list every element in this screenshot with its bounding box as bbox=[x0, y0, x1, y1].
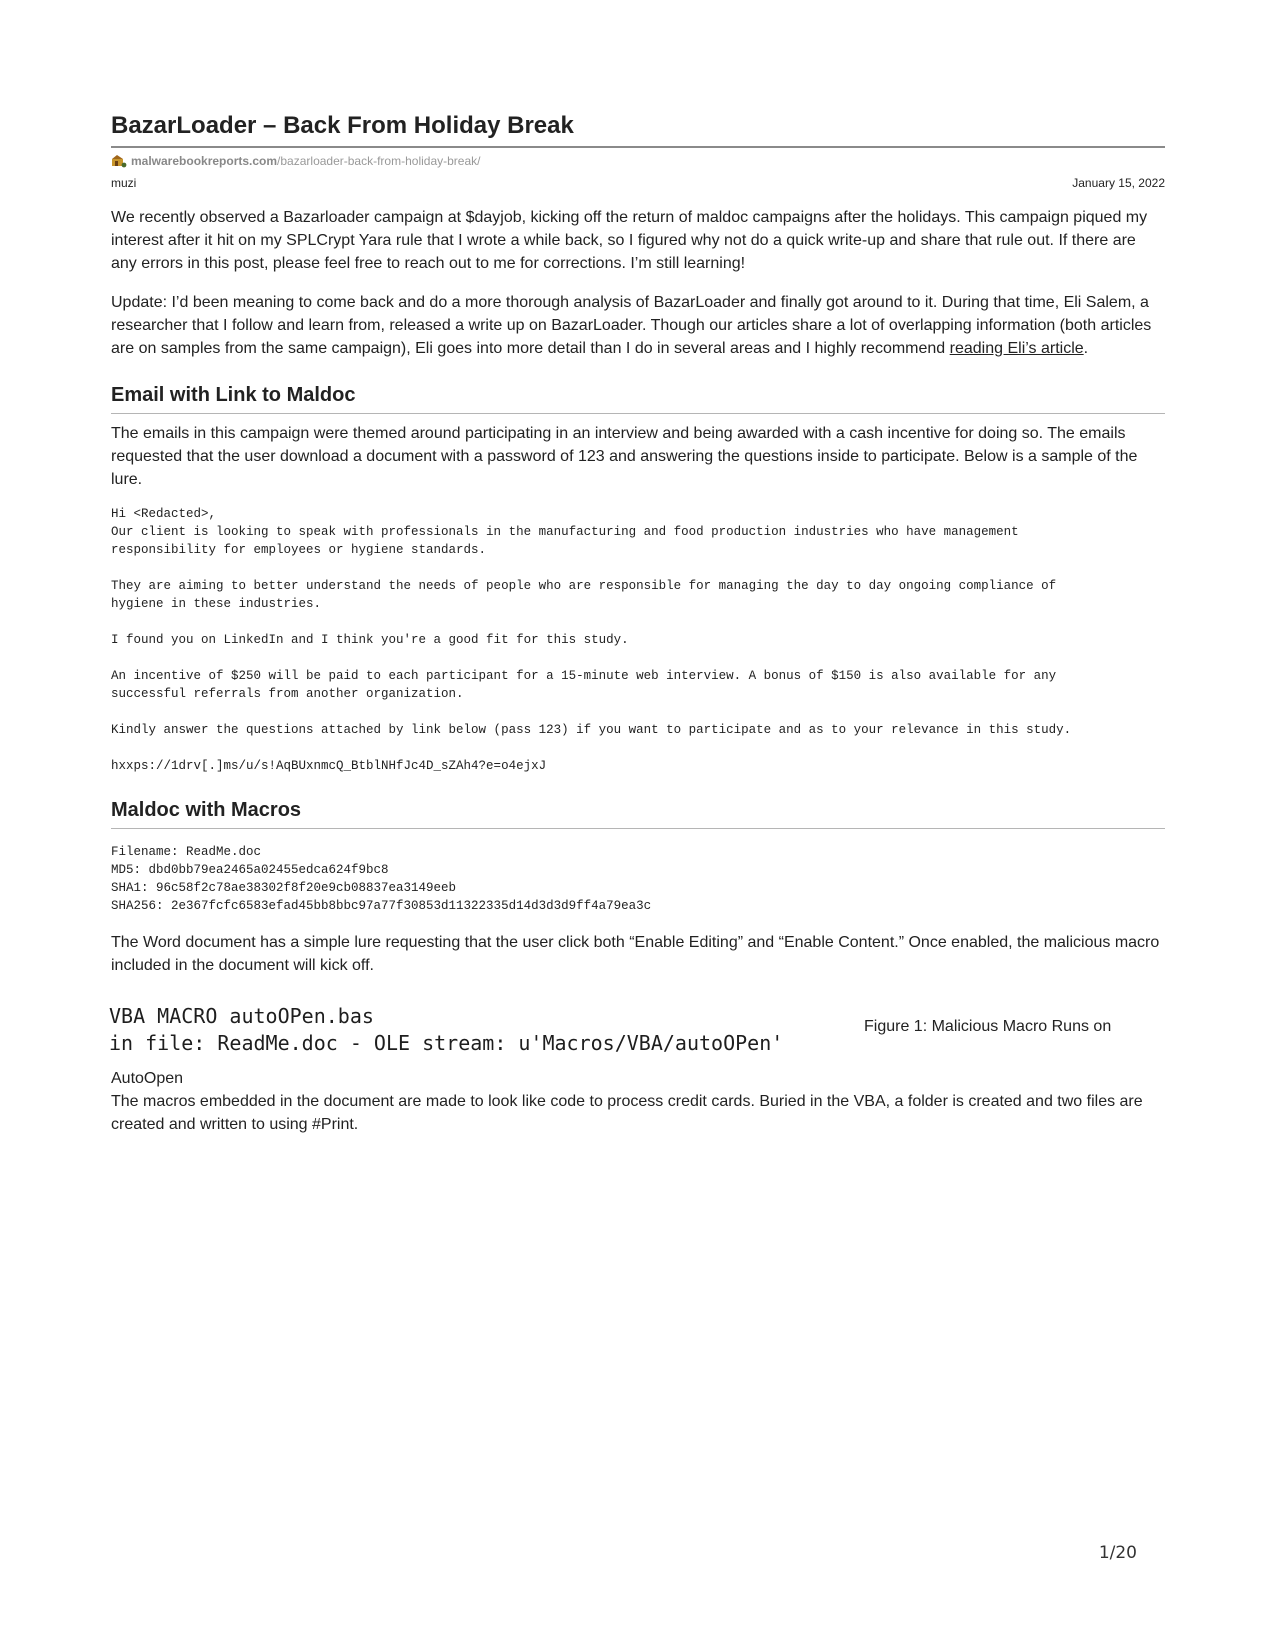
file-hashes: Filename: ReadMe.doc MD5: dbd0bb79ea2465a02455edca624f9bc8 SHA1: 96c58f2c78ae38302f8f20e9cb08837ea3149eeb SHA256: 2e367fcfc6583efad45bb8bbc97a77f30853d11322335d14d3d3d9ff4a79ea3c bbox=[111, 845, 652, 913]
intro-paragraph: We recently observed a Bazarloader campaign at $dayjob, kicking off the return of maldoc campaigns after the holidays. This campaign piqued my interest after it hit on my SPLCrypt Yara rule that I wrote a while back, so I figured why not do a quick write-up and share that rule out. If there are any errors in this post, please feel free to reach out to me for corrections. I’m still learning! bbox=[111, 209, 1148, 272]
update-paragraph bbox=[111, 291, 1165, 360]
source-path: /bazarloader-back-from-holiday-break/ bbox=[277, 154, 481, 168]
publish-date: January 15, 2022 bbox=[1072, 176, 1165, 190]
section-heading-maldoc: Maldoc with Macros bbox=[111, 799, 1165, 829]
article-title: BazarLoader – Back From Holiday Break bbox=[111, 112, 1165, 148]
author: muzi bbox=[111, 176, 137, 190]
maldoc-paragraph: The Word document has a simple lure requesting that the user click both “Enable Editing” and “Enable Content.” Once enabled, the malicious macro included in the document will kick off. bbox=[111, 934, 1160, 974]
update-end: . bbox=[1083, 340, 1089, 357]
eli-article-link[interactable]: reading Eli’s article bbox=[949, 340, 1084, 357]
article bbox=[111, 112, 1165, 1136]
update-text: Update: I’d been meaning to come back and do a more thorough analysis of BazarLoader and finally got around to it. During that time, Eli Salem, a researcher that I follow and learn from, released a write up on BazarLoader. Though our articles share a lot of overlapping information (both articles are on samples from the same campaign), Eli goes into more detail than I do in several areas and I highly recommend bbox=[111, 294, 1152, 357]
site-logo-icon bbox=[111, 154, 127, 168]
email-paragraph: The emails in this campaign were themed around participating in an interview and being awarded with a cash incentive for doing so. The emails requested that the user download a document with a password of 123 and answering the questions inside to participate. Below is a sample of the lure. bbox=[111, 425, 1138, 488]
macro-screenshot: VBA MACRO autoOPen.bas in file: ReadMe.doc - OLE stream: u'Macros/VBA/autoOPen' bbox=[109, 1004, 784, 1055]
figure-caption: Figure 1: Malicious Macro Runs on bbox=[864, 1018, 1112, 1035]
figure-caption-tail: AutoOpen bbox=[111, 1070, 184, 1087]
source-domain: malwarebookreports.com bbox=[131, 154, 278, 168]
source-link[interactable] bbox=[131, 154, 480, 168]
page-number: 1/20 bbox=[1098, 1543, 1137, 1563]
lure-email-text: Hi <Redacted>, Our client is looking to speak with professionals in the manufacturing and food production industries who have management responsibility for employees or hygiene standards. They are aiming to better understand the needs of people who are responsible for managing the day to day ongoing compliance of hygiene in these industries. I found you on LinkedIn and I think you're a good fit for this study. An incentive of $250 will be paid to each participant for a 15-minute web interview. A bonus of $150 is also available for any successful referrals from another organization. Kindly answer the questions attached by link below (pass 123) if you want to participate and as to your relevance in this study. hxxps://1drv[.]ms/u/s!AqBUxnmcQ_BtblNHfJc4D_sZAh4?e=o4ejxJ bbox=[111, 507, 1072, 773]
figure-1 bbox=[111, 1003, 1165, 1057]
macros-paragraph: The macros embedded in the document are made to look like code to process credit cards. Buried in the VBA, a folder is created and two files are created and written to using #Print. bbox=[111, 1093, 1143, 1133]
source-line bbox=[111, 154, 1165, 168]
article-meta bbox=[111, 176, 1165, 190]
section-heading-email: Email with Link to Maldoc bbox=[111, 384, 1165, 414]
